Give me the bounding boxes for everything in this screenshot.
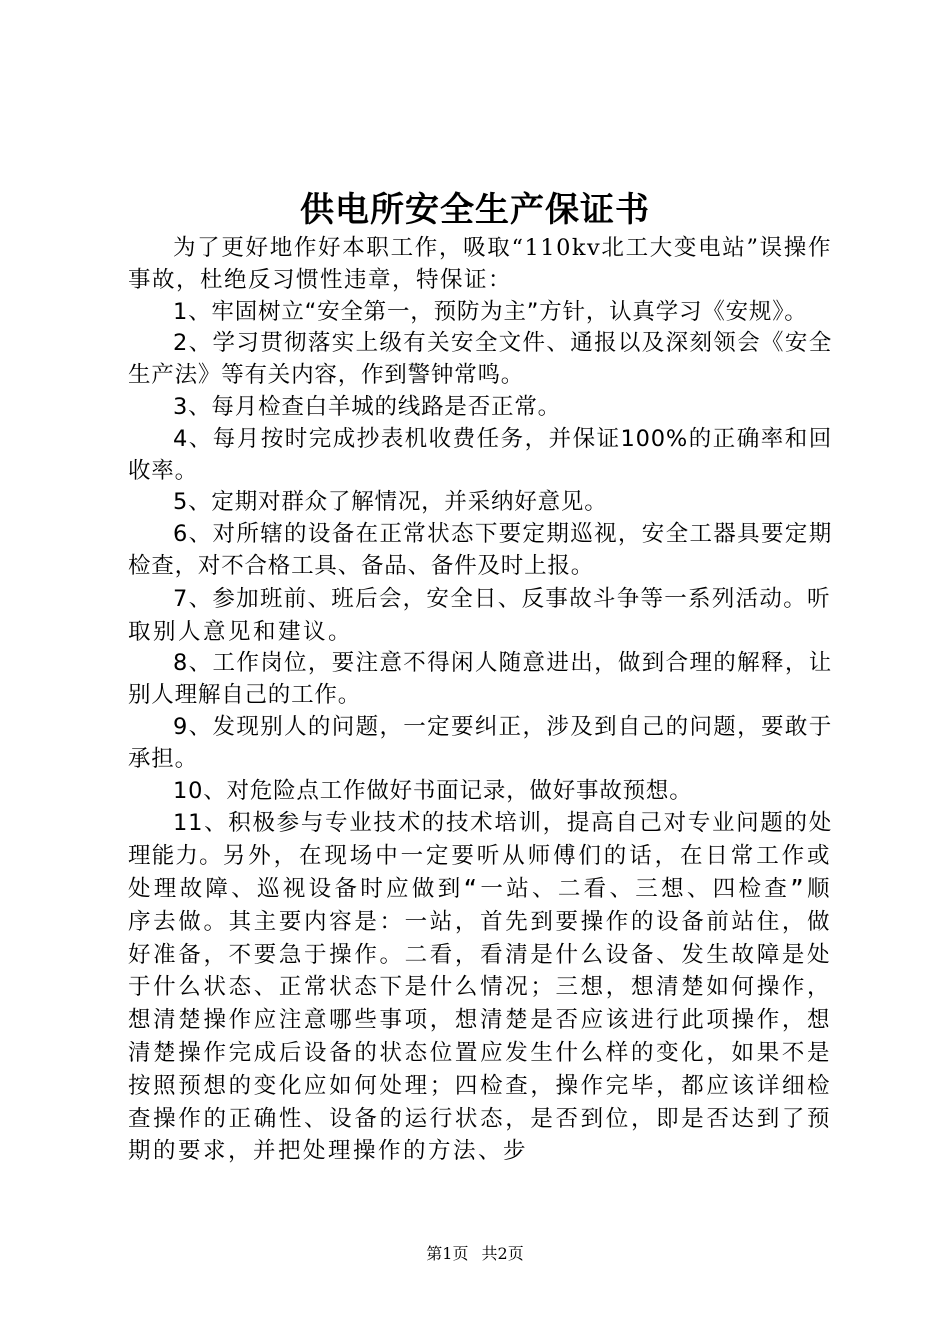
page-total: 共2页 [481,1244,524,1263]
item-11-tail: 另外，在现场中一定要听从师傅们的话，在日常工作或处理故障、巡视设备时应做到“一站、二看、三想、四检查”顺序去做。其主要内容是：一站，首先到要操作的设备前站住，做好准备，不要急于操作。二看，看清是什么设备、发生故障是处于什么状态、正常状态下是什么情况；三想，想清楚如何操作，想清楚操作应注意哪些事项，想清楚是否应该进行此项操作，想清楚操作完成后设备的状态位置应发生什么样的变化，如果不是按照预想的变化应如何处理；四检查，操作完毕，都应该详细检查操作的正确性、设备的运行状态，是否到位，即是否达到了预期的要求，并把处理操作的方法、步 [128,843,832,1165]
item-11 [128,807,832,1168]
item-8: 8、工作岗位，要注意不得闲人随意进出，做到合理的解释，让别人理解自己的工作。 [128,650,832,709]
intro-paragraph: 为了更好地作好本职工作，吸取“110kv北工大变电站”误操作事故，杜绝反习惯性违章，特保证： [128,235,832,293]
document-title: 供电所安全生产保证书 [300,190,650,230]
page-footer [0,1244,950,1264]
item-10: 10、对危险点工作做好书面记录，做好事故预想。 [173,777,693,804]
document-body [128,233,832,1168]
item-7 [128,583,832,649]
item-6: 6、对所辖的设备在正常状态下要定期巡视，安全工器具要定期检查，对不合格工具、备品、备件及时上报。 [128,521,832,579]
item-5: 5、定期对群众了解情况，并采纳好意见。 [173,489,608,516]
item-1: 1、牢固树立“安全第一，预防为主”方针，认真学习《安规》。 [173,298,808,325]
item-4: 4、每月按时完成抄表机收费任务，并保证100%的正确率和回收率。 [128,425,832,484]
item-11-main: 11、积极参与专业技术的技术培训，提高自己对专业问题的处理能力。 [128,810,832,870]
item-9: 9、发现别人的问题，一定要纠正，涉及到自己的问题，要敢于承担。 [128,713,832,772]
item-7-tail: 听取别人意见和建议。 [128,585,832,645]
item-7-main: 7、参加班前、班后会，安全日、反事故斗争等一系列活动。 [173,585,807,612]
page-number: 第1页 [426,1244,469,1263]
item-2: 2、学习贯彻落实上级有关安全文件、通报以及深刻领会《安全生产法》等有关内容，作到警钟常鸣。 [128,330,832,389]
item-3: 3、每月检查白羊城的线路是否正常。 [173,393,561,420]
